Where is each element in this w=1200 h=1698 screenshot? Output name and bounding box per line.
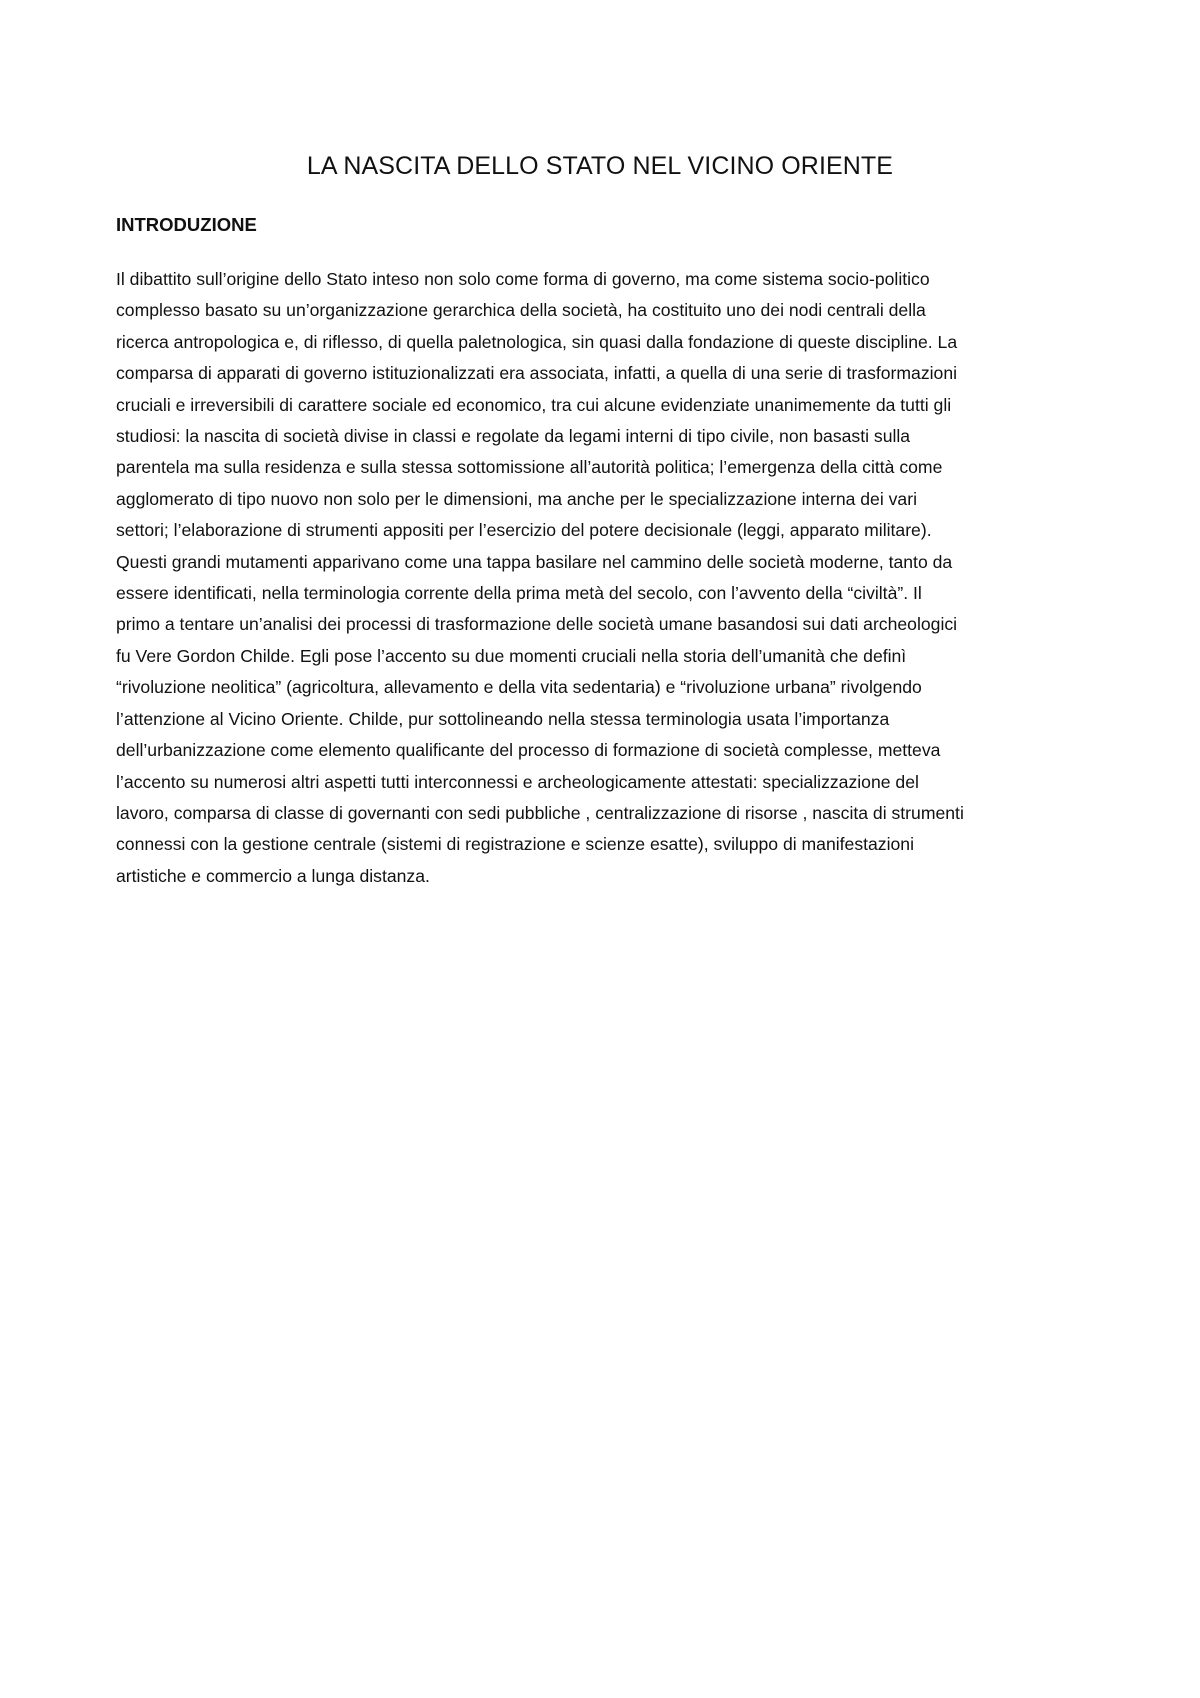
paragraph-line: Questi grandi mutamenti apparivano come una tappa basilare nel cammino delle società moderne, tanto da: [116, 551, 953, 572]
paragraph-line: parentela ma sulla residenza e sulla stessa sottomissione all’autorità politica; l’emergenza della città come: [116, 457, 943, 478]
paragraph-line: Il dibattito sull’origine dello Stato inteso non solo come forma di governo, ma come sistema socio-politico: [116, 269, 930, 289]
paragraph-line: primo a tentare un’analisi dei processi di trasformazione delle società umane basandosi sui dati archeologici: [116, 614, 958, 635]
paragraph-line: artistiche e commercio a lunga distanza.: [116, 865, 430, 886]
paragraph-line: connessi con la gestione centrale (sistemi di registrazione e scienze esatte), sviluppo di manifestazioni: [116, 834, 914, 855]
paragraph-line: essere identificati, nella terminologia corrente della prima metà del secolo, con l’avvento della “civiltà”. Il: [116, 583, 922, 604]
paragraph-line: l’accento su numerosi altri aspetti tutti interconnessi e archeologicamente attestati: specializzazione del: [116, 771, 919, 792]
document-title: LA NASCITA DELLO STATO NEL VICINO ORIENTE: [306, 152, 894, 180]
introduction-paragraph: [116, 264, 1088, 892]
paragraph-line: ricerca antropologica e, di riflesso, di quella paletnologica, sin quasi dalla fondazione di queste discipline. La: [116, 331, 958, 352]
paragraph-line: complesso basato su un’organizzazione gerarchica della società, ha costituito uno dei nodi centrali della: [116, 300, 926, 321]
paragraph-line: settori; l’elaborazione di strumenti appositi per l’esercizio del potere decisionale (leggi, apparato militare).: [116, 520, 932, 541]
paragraph-line: dell’urbanizzazione come elemento qualificante del processo di formazione di società complesse, metteva: [116, 740, 941, 761]
paragraph-line: “rivoluzione neolitica” (agricoltura, allevamento e della vita sedentaria) e “rivoluzione urbana” rivolgendo: [116, 677, 922, 698]
paragraph-line: l’attenzione al Vicino Oriente. Childe, pur sottolineando nella stessa terminologia usata l’importanza: [116, 708, 890, 729]
section-heading-introduzione: INTRODUZIONE: [116, 214, 257, 235]
paragraph-line: comparsa di apparati di governo istituzionalizzati era associata, infatti, a quella di una serie di trasformazioni: [116, 363, 958, 384]
paragraph-line: agglomerato di tipo nuovo non solo per le dimensioni, ma anche per le specializzazione interna dei vari: [116, 488, 917, 509]
paragraph-line: lavoro, comparsa di classe di governanti con sedi pubbliche , centralizzazione di risorse , nascita di strumenti: [116, 802, 964, 823]
paragraph-line: studiosi: la nascita di società divise in classi e regolate da legami interni di tipo civile, non basasti sulla: [116, 426, 911, 447]
paragraph-line: fu Vere Gordon Childe. Egli pose l’accento su due momenti cruciali nella storia dell’umanità che definì: [116, 645, 907, 666]
paragraph-line: cruciali e irreversibili di carattere sociale ed economico, tra cui alcune evidenziate unanimemente da tutti gli: [116, 394, 952, 415]
